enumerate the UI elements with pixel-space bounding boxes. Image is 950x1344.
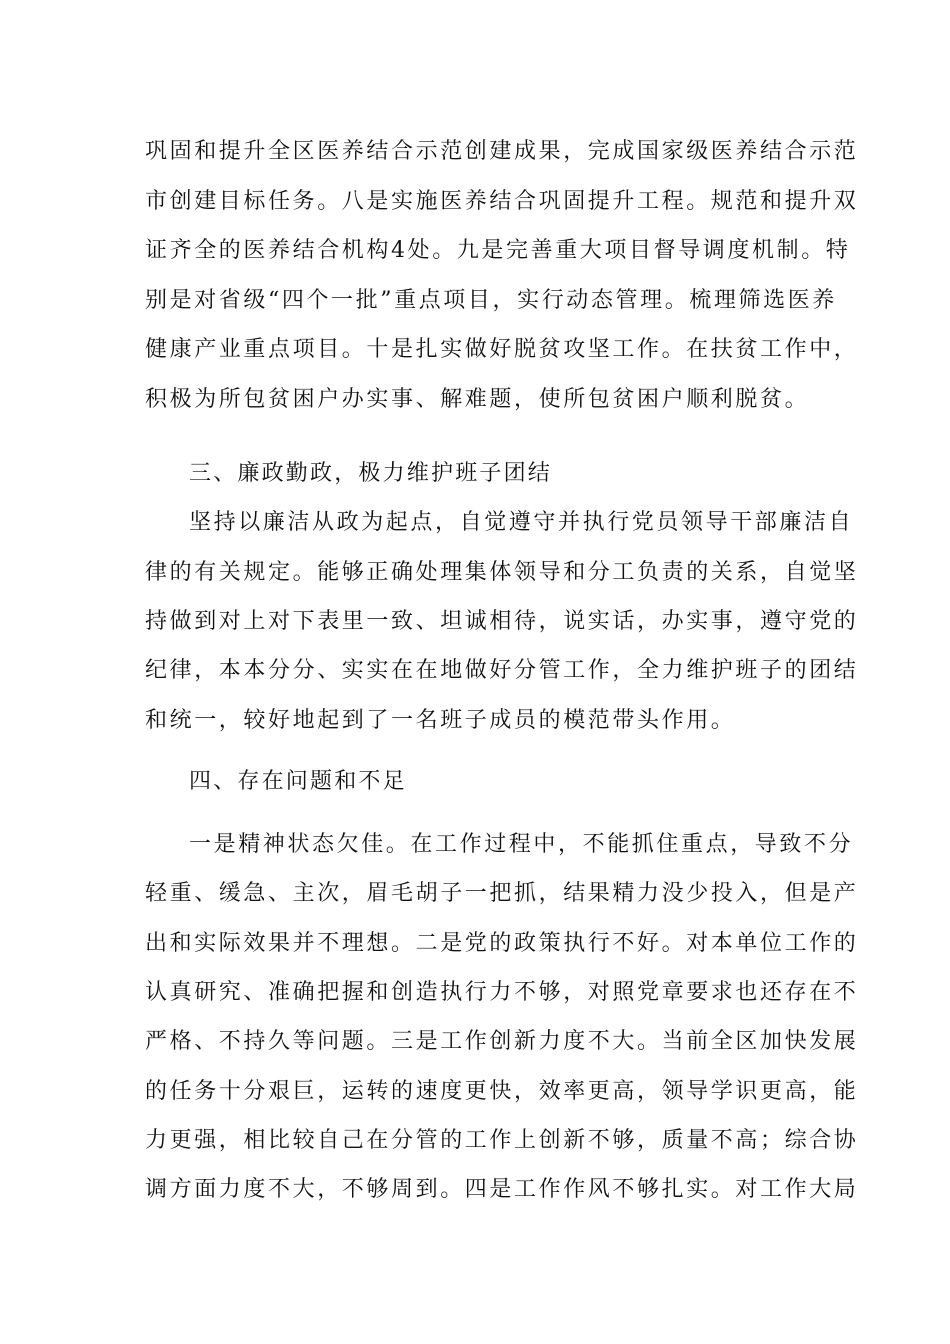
paragraph-line: 持做到对上对下表里一致、坦诚相待，说实话，办实事，遵守党的 — [145, 609, 859, 634]
paragraph-line: 的任务十分艰巨，运转的速度更快，效率更高，领导学识更高，能 — [145, 1079, 859, 1104]
paragraph-line: 纪律，本本分分、实实在在地做好分管工作，全力维护班子的团结 — [145, 658, 859, 683]
paragraph-line: 力更强，相比较自己在分管的工作上创新不够，质量不高；综合协 — [145, 1128, 859, 1153]
paragraph-line: 轻重、缓急、主次，眉毛胡子一把抓，结果精力没少投入，但是产 — [145, 881, 859, 906]
paragraph-line: 一是精神状态欠佳。在工作过程中，不能抓住重点，导致不分 — [189, 832, 854, 857]
paragraph-line: 严格、不持久等问题。三是工作创新力度不大。当前全区加快发展 — [145, 1029, 859, 1054]
paragraph-line: 调方面力度不大，不够周到。四是工作作风不够扎实。对工作大局 — [145, 1177, 859, 1202]
paragraph-line: 证齐全的医养结合机构4处。九是完善重大项目督导调度机制。特 — [145, 238, 851, 263]
paragraph-line: 健康产业重点项目。十是扎实做好脱贫攻坚工作。在扶贫工作中， — [145, 337, 859, 362]
paragraph-line: 出和实际效果并不理想。二是党的政策执行不好。对本单位工作的 — [145, 931, 859, 956]
paragraph-line: 别是对省级“四个一批”重点项目，实行动态管理。梳理筛选医养 — [145, 288, 837, 313]
paragraph-line: 积极为所包贫困户办实事、解难题，使所包贫困户顺利脱贫。 — [145, 387, 810, 412]
paragraph-line: 认真研究、准确把握和创造执行力不够，对照党章要求也还存在不 — [145, 980, 859, 1005]
paragraph-line: 巩固和提升全区医养结合示范创建成果，完成国家级医养结合示范 — [145, 139, 859, 164]
paragraph-line: 和统一，较好地起到了一名班子成员的模范带头作用。 — [145, 708, 736, 733]
paragraph-line: 市创建目标任务。八是实施医养结合巩固提升工程。规范和提升双 — [145, 189, 859, 214]
section-heading-4: 四、存在问题和不足 — [189, 769, 407, 794]
section-heading-3: 三、廉政勤政，极力维护班子团结 — [189, 461, 553, 486]
paragraph-line: 律的有关规定。能够正确处理集体领导和分工负责的关系，自觉坚 — [145, 560, 859, 585]
paragraph-line: 坚持以廉洁从政为起点，自觉遵守并执行党员领导干部廉洁自 — [189, 510, 854, 535]
